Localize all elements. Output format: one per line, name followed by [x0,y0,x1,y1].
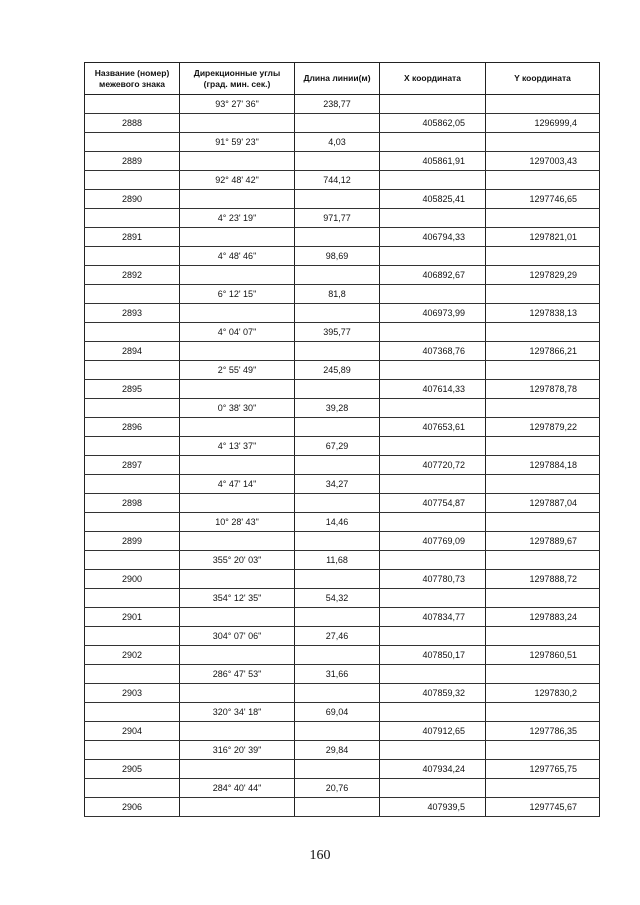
y-coordinate-cell [486,399,600,418]
x-coordinate-cell: 407939,5 [380,798,486,817]
table-row [85,741,600,760]
x-coordinate-cell: 406973,99 [380,304,486,323]
table-row [85,665,600,684]
x-coordinate-cell [380,323,486,342]
table-row [85,703,600,722]
y-coordinate-cell [486,627,600,646]
table-row [85,152,600,171]
line-length-cell [295,114,380,133]
header-mark-name: Название (номер) межевого знака [85,63,180,95]
table-row [85,323,600,342]
table-row [85,285,600,304]
x-coordinate-cell: 405861,91 [380,152,486,171]
y-coordinate-cell: 1297879,22 [486,418,600,437]
mark-name-cell: 2895 [85,380,180,399]
bearing-cell: 4° 23' 19" [180,209,295,228]
bearing-cell [180,532,295,551]
mark-name-cell [85,171,180,190]
x-coordinate-cell: 407769,09 [380,532,486,551]
line-length-cell [295,266,380,285]
line-length-cell [295,342,380,361]
table-row [85,209,600,228]
line-length-cell: 245,89 [295,361,380,380]
bearing-cell: 304° 07' 06" [180,627,295,646]
line-length-cell [295,684,380,703]
mark-name-cell [85,513,180,532]
x-coordinate-cell [380,133,486,152]
bearing-cell [180,342,295,361]
table-row [85,418,600,437]
mark-name-cell: 2904 [85,722,180,741]
bearing-cell [180,722,295,741]
x-coordinate-cell: 407850,17 [380,646,486,665]
mark-name-cell [85,323,180,342]
mark-name-cell: 2900 [85,570,180,589]
table-row [85,494,600,513]
y-coordinate-cell [486,171,600,190]
mark-name-cell: 2897 [85,456,180,475]
table-row [85,456,600,475]
y-coordinate-cell: 1297889,67 [486,532,600,551]
y-coordinate-cell [486,437,600,456]
line-length-cell [295,646,380,665]
y-coordinate-cell: 1297838,13 [486,304,600,323]
x-coordinate-cell: 407934,24 [380,760,486,779]
header-x-coordinate: X координата [380,63,486,95]
bearing-cell: 93° 27' 36" [180,95,295,114]
line-length-cell: 20,76 [295,779,380,798]
y-coordinate-cell: 1297786,35 [486,722,600,741]
bearing-cell: 2° 55' 49" [180,361,295,380]
bearing-cell: 4° 48' 46" [180,247,295,266]
table-body [85,95,600,817]
x-coordinate-cell [380,437,486,456]
bearing-cell [180,114,295,133]
bearing-cell [180,228,295,247]
bearing-cell [180,152,295,171]
line-length-cell [295,228,380,247]
y-coordinate-cell [486,551,600,570]
y-coordinate-cell: 1297860,51 [486,646,600,665]
y-coordinate-cell [486,133,600,152]
y-coordinate-cell: 1297883,24 [486,608,600,627]
table-row [85,247,600,266]
table-row [85,95,600,114]
line-length-cell: 81,8 [295,285,380,304]
y-coordinate-cell: 1297830,2 [486,684,600,703]
y-coordinate-cell: 1297888,72 [486,570,600,589]
bearing-cell [180,418,295,437]
x-coordinate-cell [380,361,486,380]
y-coordinate-cell: 1297745,67 [486,798,600,817]
mark-name-cell [85,437,180,456]
table-row [85,646,600,665]
bearing-cell [180,646,295,665]
bearing-cell [180,190,295,209]
bearing-cell [180,304,295,323]
line-length-cell: 67,29 [295,437,380,456]
mark-name-cell [85,133,180,152]
page-number: 160 [309,848,331,863]
bearing-cell [180,380,295,399]
line-length-cell [295,570,380,589]
mark-name-cell: 2896 [85,418,180,437]
x-coordinate-cell [380,665,486,684]
table-row [85,114,600,133]
table-row [85,760,600,779]
x-coordinate-cell: 407754,87 [380,494,486,513]
line-length-cell: 14,46 [295,513,380,532]
line-length-cell [295,418,380,437]
x-coordinate-cell [380,741,486,760]
y-coordinate-cell: 1297003,43 [486,152,600,171]
y-coordinate-cell [486,361,600,380]
line-length-cell [295,760,380,779]
line-length-cell [295,494,380,513]
x-coordinate-cell: 406794,33 [380,228,486,247]
line-length-cell [295,608,380,627]
header-line-length: Длина линии(м) [295,63,380,95]
table-row [85,361,600,380]
mark-name-cell [85,95,180,114]
bearing-cell [180,494,295,513]
y-coordinate-cell [486,703,600,722]
bearing-cell: 354° 12' 35" [180,589,295,608]
y-coordinate-cell: 1297746,65 [486,190,600,209]
y-coordinate-cell: 1297829,29 [486,266,600,285]
bearing-cell: 4° 04' 07" [180,323,295,342]
mark-name-cell: 2905 [85,760,180,779]
table-row [85,684,600,703]
y-coordinate-cell: 1297884,18 [486,456,600,475]
x-coordinate-cell [380,589,486,608]
line-length-cell [295,722,380,741]
table-row [85,779,600,798]
bearing-cell [180,760,295,779]
mark-name-cell: 2893 [85,304,180,323]
bearing-cell: 0° 38' 30" [180,399,295,418]
line-length-cell: 69,04 [295,703,380,722]
line-length-cell: 4,03 [295,133,380,152]
table-row [85,608,600,627]
y-coordinate-cell: 1297821,01 [486,228,600,247]
mark-name-cell [85,209,180,228]
x-coordinate-cell: 407859,32 [380,684,486,703]
header-row [85,63,600,95]
x-coordinate-cell: 407368,76 [380,342,486,361]
x-coordinate-cell [380,779,486,798]
bearing-cell: 286° 47' 53" [180,665,295,684]
x-coordinate-cell: 407912,65 [380,722,486,741]
x-coordinate-cell: 407614,33 [380,380,486,399]
bearing-cell [180,684,295,703]
table-row [85,589,600,608]
bearing-cell [180,608,295,627]
table-row [85,532,600,551]
table-row [85,513,600,532]
y-coordinate-cell [486,285,600,304]
bearing-cell: 320° 34' 18" [180,703,295,722]
x-coordinate-cell [380,627,486,646]
line-length-cell: 11,68 [295,551,380,570]
mark-name-cell: 2894 [85,342,180,361]
line-length-cell: 29,84 [295,741,380,760]
mark-name-cell [85,589,180,608]
mark-name-cell: 2899 [85,532,180,551]
mark-name-cell [85,399,180,418]
y-coordinate-cell [486,513,600,532]
table-row [85,304,600,323]
x-coordinate-cell [380,513,486,532]
x-coordinate-cell: 405825,41 [380,190,486,209]
bearing-cell: 6° 12' 15" [180,285,295,304]
mark-name-cell: 2903 [85,684,180,703]
y-coordinate-cell [486,209,600,228]
mark-name-cell [85,703,180,722]
mark-name-cell: 2890 [85,190,180,209]
mark-name-cell: 2901 [85,608,180,627]
table-row [85,342,600,361]
line-length-cell [295,152,380,171]
x-coordinate-cell [380,171,486,190]
mark-name-cell [85,361,180,380]
boundary-marks-table [84,62,600,817]
bearing-cell [180,798,295,817]
table-row [85,551,600,570]
line-length-cell: 395,77 [295,323,380,342]
mark-name-cell [85,779,180,798]
line-length-cell [295,304,380,323]
mark-name-cell: 2889 [85,152,180,171]
table-row [85,171,600,190]
line-length-cell: 238,77 [295,95,380,114]
line-length-cell: 98,69 [295,247,380,266]
mark-name-cell [85,665,180,684]
x-coordinate-cell [380,551,486,570]
x-coordinate-cell [380,95,486,114]
bearing-cell [180,266,295,285]
bearing-cell: 316° 20' 39" [180,741,295,760]
mark-name-cell: 2902 [85,646,180,665]
table-row [85,722,600,741]
header-y-coordinate: Y координата [486,63,600,95]
y-coordinate-cell: 1297866,21 [486,342,600,361]
x-coordinate-cell: 407720,72 [380,456,486,475]
bearing-cell: 10° 28' 43" [180,513,295,532]
y-coordinate-cell [486,247,600,266]
x-coordinate-cell: 406892,67 [380,266,486,285]
table-row [85,570,600,589]
bearing-cell [180,570,295,589]
y-coordinate-cell: 1297878,78 [486,380,600,399]
y-coordinate-cell [486,589,600,608]
bearing-cell: 355° 20' 03" [180,551,295,570]
y-coordinate-cell: 1297887,04 [486,494,600,513]
line-length-cell: 971,77 [295,209,380,228]
line-length-cell [295,798,380,817]
y-coordinate-cell [486,475,600,494]
x-coordinate-cell [380,209,486,228]
line-length-cell: 39,28 [295,399,380,418]
mark-name-cell: 2888 [85,114,180,133]
bearing-cell: 92° 48' 42" [180,171,295,190]
mark-name-cell [85,475,180,494]
y-coordinate-cell [486,323,600,342]
x-coordinate-cell: 405862,05 [380,114,486,133]
line-length-cell [295,456,380,475]
mark-name-cell: 2898 [85,494,180,513]
bearing-cell: 91° 59' 23" [180,133,295,152]
y-coordinate-cell [486,741,600,760]
table-row [85,399,600,418]
mark-name-cell [85,741,180,760]
mark-name-cell [85,627,180,646]
table-row [85,437,600,456]
line-length-cell: 34,27 [295,475,380,494]
table-row [85,190,600,209]
header-bearing: Дирекционные углы (град. мин. сек.) [180,63,295,95]
x-coordinate-cell: 407780,73 [380,570,486,589]
line-length-cell: 744,12 [295,171,380,190]
y-coordinate-cell [486,95,600,114]
table-row [85,266,600,285]
mark-name-cell [85,285,180,304]
bearing-cell: 4° 13' 37" [180,437,295,456]
x-coordinate-cell [380,703,486,722]
bearing-cell: 4° 47' 14" [180,475,295,494]
line-length-cell: 31,66 [295,665,380,684]
table-row [85,475,600,494]
y-coordinate-cell: 1296999,4 [486,114,600,133]
y-coordinate-cell [486,779,600,798]
table-row [85,627,600,646]
line-length-cell: 54,32 [295,589,380,608]
x-coordinate-cell [380,247,486,266]
x-coordinate-cell [380,475,486,494]
line-length-cell [295,532,380,551]
table-row [85,798,600,817]
line-length-cell [295,190,380,209]
mark-name-cell: 2906 [85,798,180,817]
y-coordinate-cell [486,665,600,684]
table-row [85,133,600,152]
mark-name-cell [85,551,180,570]
x-coordinate-cell [380,399,486,418]
bearing-cell [180,456,295,475]
x-coordinate-cell: 407653,61 [380,418,486,437]
mark-name-cell [85,247,180,266]
line-length-cell [295,380,380,399]
y-coordinate-cell: 1297765,75 [486,760,600,779]
mark-name-cell: 2892 [85,266,180,285]
table-row [85,380,600,399]
mark-name-cell: 2891 [85,228,180,247]
table-row [85,228,600,247]
x-coordinate-cell: 407834,77 [380,608,486,627]
table-header [85,63,600,95]
x-coordinate-cell [380,285,486,304]
bearing-cell: 284° 40' 44" [180,779,295,798]
line-length-cell: 27,46 [295,627,380,646]
